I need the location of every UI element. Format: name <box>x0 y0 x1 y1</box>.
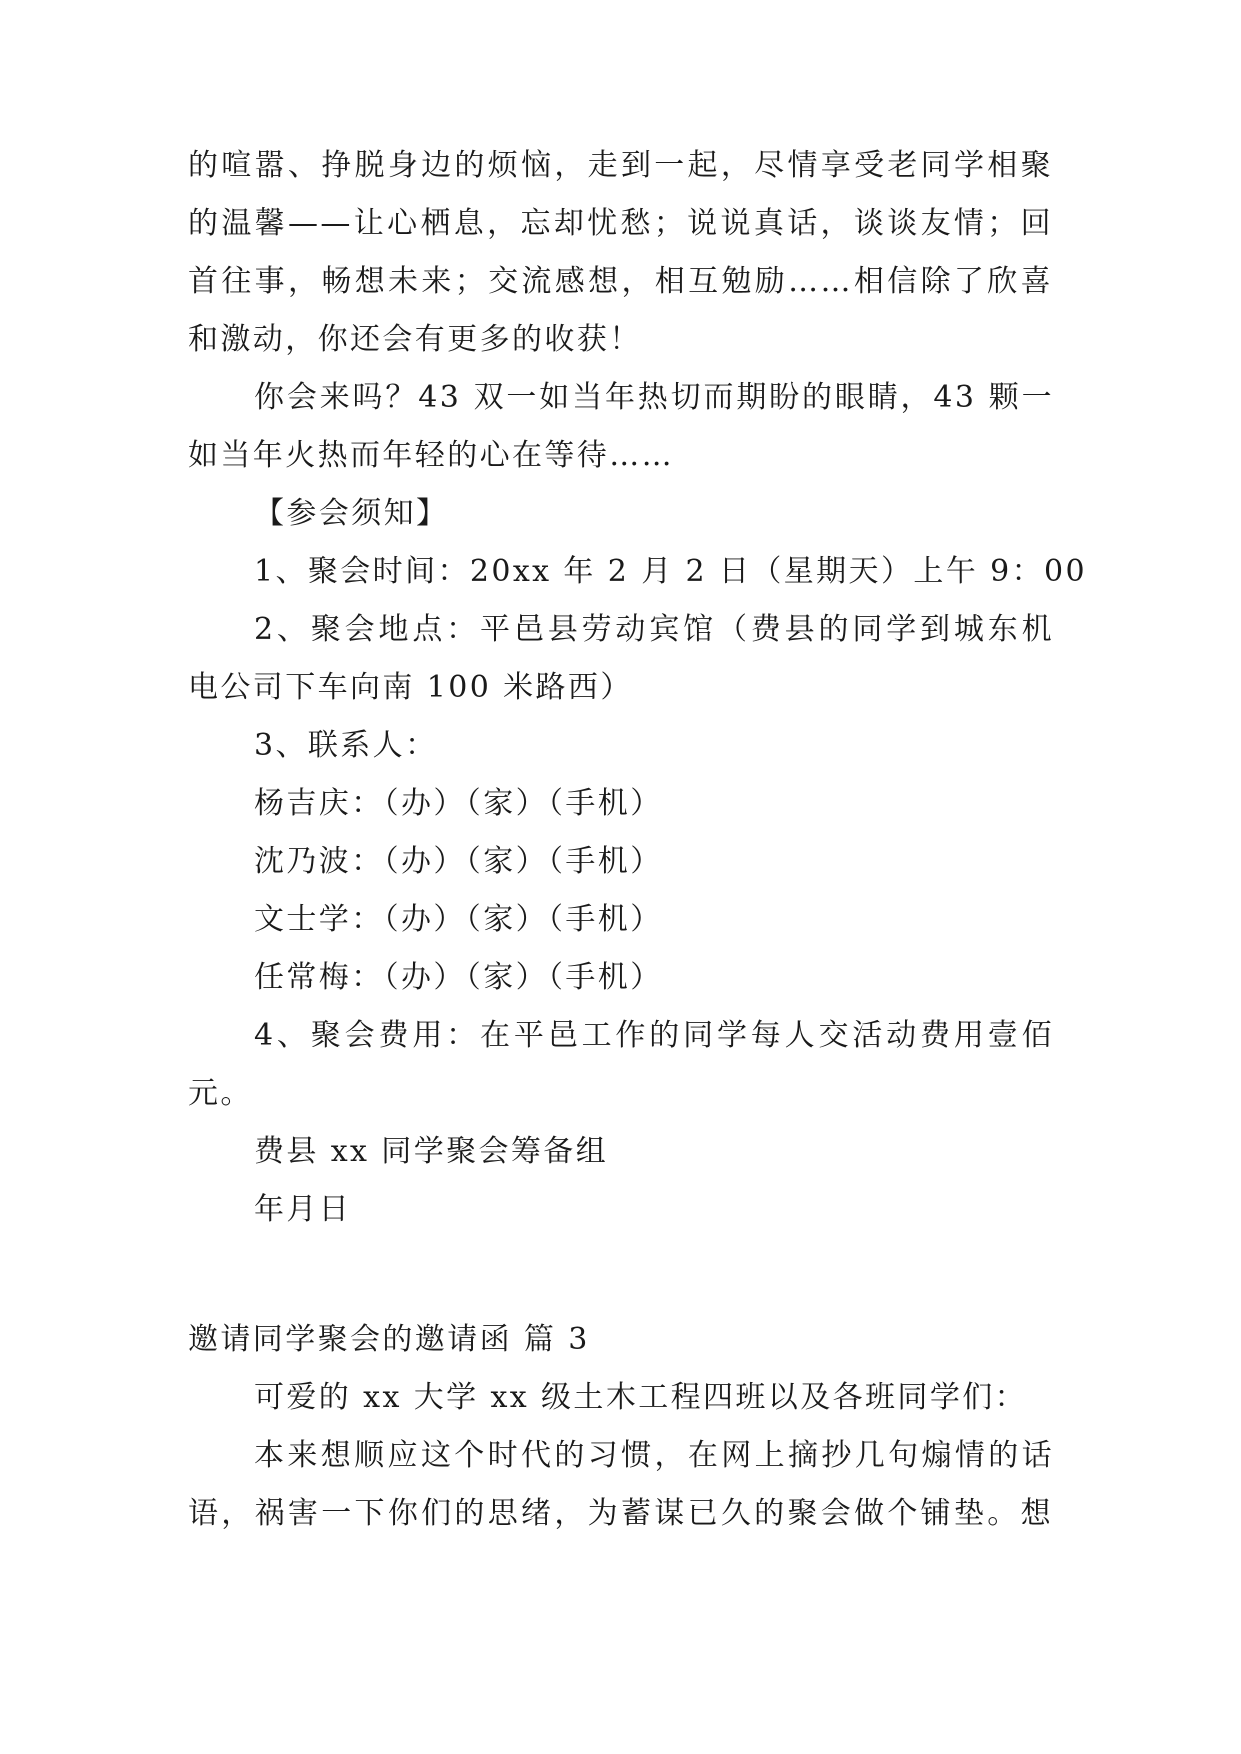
paragraph-line: 语，祸害一下你们的思绪，为蓄谋已久的聚会做个铺垫。想 <box>188 1496 1053 1531</box>
notice-item-time: 1、聚会时间：20xx 年 2 月 2 日（星期天）上午 9：00 <box>254 554 1087 589</box>
notice-item-contacts: 3、联系人： <box>254 728 438 763</box>
paragraph-line: 的温馨——让心栖息，忘却忧愁；说说真话，谈谈友情；回 <box>188 206 1053 241</box>
salutation: 可爱的 xx 大学 xx 级土木工程四班以及各班同学们： <box>254 1380 1028 1415</box>
notice-item-location: 2、聚会地点：平邑县劳动宾馆（费县的同学到城东机 <box>254 612 1054 647</box>
paragraph-line: 元。 <box>188 1076 253 1111</box>
contact-line: 文士学：（办）（家）（手机） <box>254 902 663 937</box>
contact-line: 沈乃波：（办）（家）（手机） <box>254 844 663 879</box>
contact-line: 任常梅：（办）（家）（手机） <box>254 960 663 995</box>
paragraph-line: 本来想顺应这个时代的习惯，在网上摘抄几句煽情的话 <box>254 1438 1054 1473</box>
date-line: 年月日 <box>254 1192 352 1227</box>
paragraph-line: 和激动，你还会有更多的收获！ <box>188 322 642 357</box>
notice-item-fee: 4、聚会费用：在平邑工作的同学每人交活动费用壹佰 <box>254 1018 1054 1053</box>
section-heading: 【参会须知】 <box>254 496 449 531</box>
contact-line: 杨吉庆：（办）（家）（手机） <box>254 786 663 821</box>
paragraph-line: 首往事，畅想未来；交流感想，相互勉励……相信除了欣喜 <box>188 264 1053 299</box>
paragraph-line: 你会来吗？43 双一如当年热切而期盼的眼睛，43 颗一 <box>254 380 1054 415</box>
paragraph-line: 如当年火热而年轻的心在等待…… <box>188 438 674 473</box>
paragraph-line: 电公司下车向南 100 米路西） <box>188 670 633 705</box>
paragraph-line: 的喧嚣、挣脱身边的烦恼，走到一起，尽情享受老同学相聚 <box>188 148 1053 183</box>
article-title: 邀请同学聚会的邀请函 篇 3 <box>188 1322 590 1357</box>
organizer-signature: 费县 xx 同学聚会筹备组 <box>254 1134 609 1169</box>
